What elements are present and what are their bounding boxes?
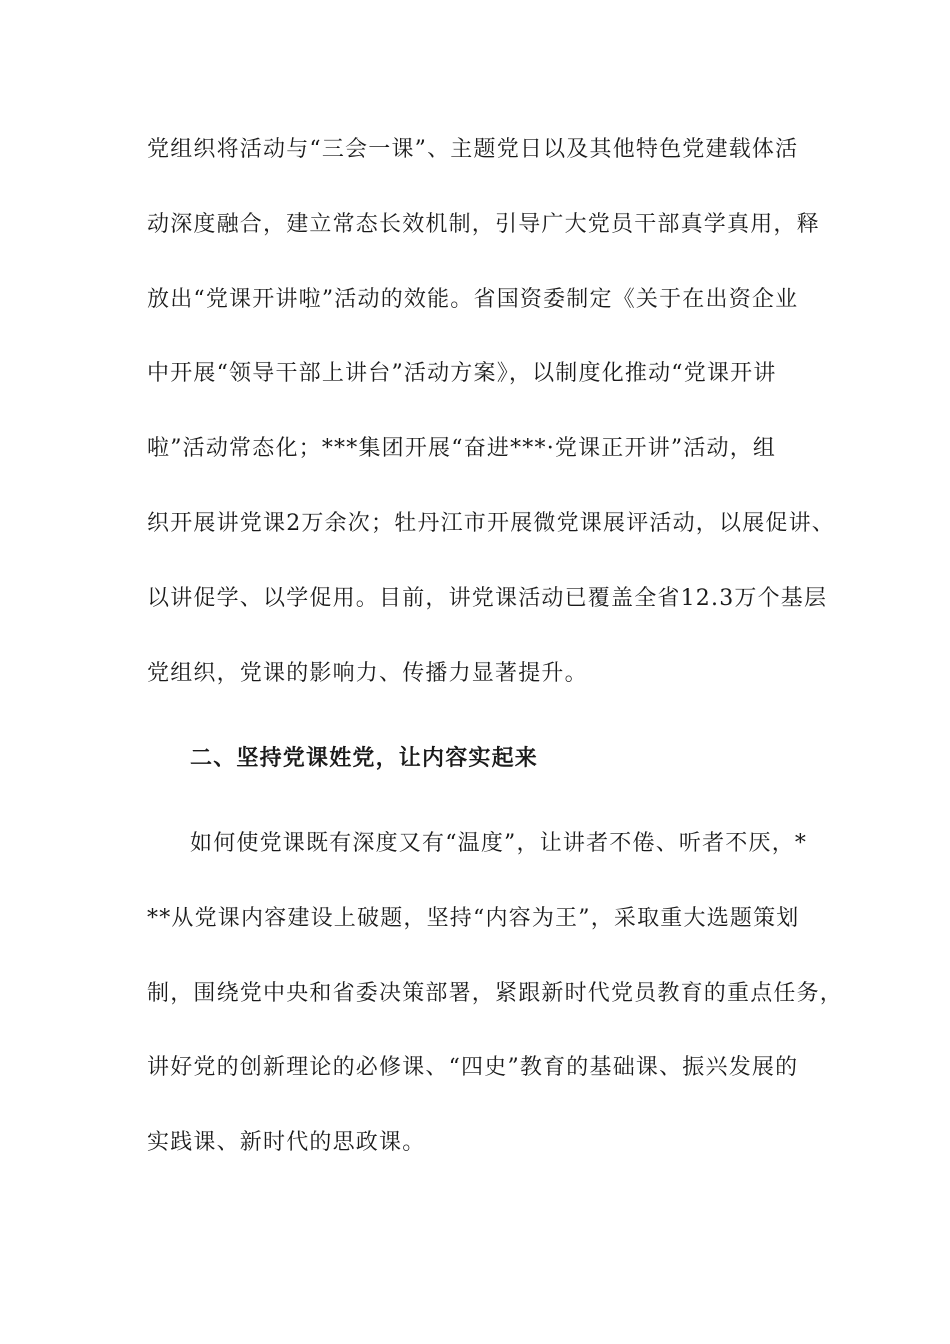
- section-heading: 二、坚持党课姓党，让内容实起来: [190, 746, 539, 771]
- paragraph-line: **从党课内容建设上破题，坚持“内容为王”，采取重大选题策划: [147, 906, 800, 931]
- paragraph-line: 中开展“领导干部上讲台”活动方案》，以制度化推动“党课开讲: [147, 361, 777, 386]
- paragraph-line: 党组织，党课的影响力、传播力显著提升。: [147, 661, 588, 686]
- paragraph-line: 啦”活动常态化；***集团开展“奋进***·党课正开讲”活动，组: [147, 436, 777, 461]
- paragraph-line: 讲好党的创新理论的必修课、“四史”教育的基础课、振兴发展的: [147, 1055, 799, 1080]
- paragraph-line: 党组织将活动与“三会一课”、主题党日以及其他特色党建载体活: [147, 137, 799, 162]
- paragraph-line: 如何使党课既有深度又有“温度”，让讲者不倦、听者不厌，*: [190, 831, 808, 856]
- paragraph-line: 以讲促学、以学促用。目前，讲党课活动已覆盖全省12.3万个基层: [147, 586, 828, 611]
- paragraph-line: 实践课、新时代的思政课。: [147, 1130, 426, 1155]
- paragraph-line: 制，围绕党中央和省委决策部署，紧跟新时代党员教育的重点任务，: [147, 981, 844, 1006]
- paragraph-line: 织开展讲党课2万余次；牡丹江市开展微党课展评活动，以展促讲、: [147, 511, 835, 536]
- paragraph-line: 动深度融合，建立常态长效机制，引导广大党员干部真学真用，释: [147, 212, 820, 237]
- paragraph-line: 放出“党课开讲啦”活动的效能。省国资委制定《关于在出资企业: [147, 287, 799, 312]
